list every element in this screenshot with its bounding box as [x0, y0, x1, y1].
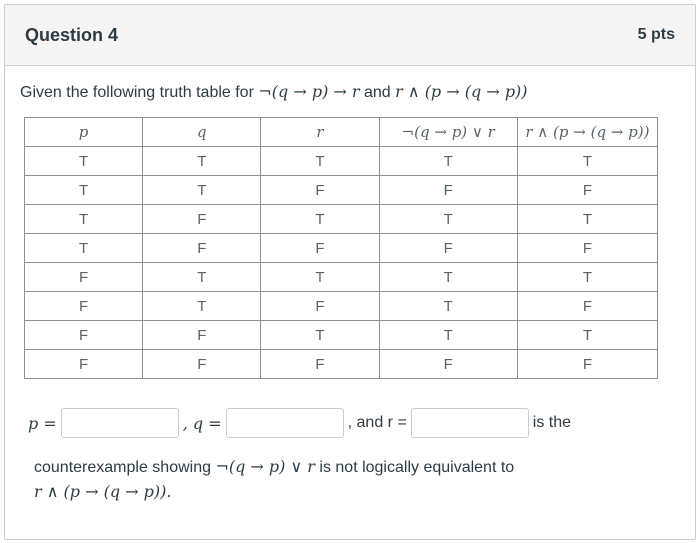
table-cell: F	[25, 292, 143, 321]
table-cell: T	[261, 321, 379, 350]
table-cell: T	[379, 205, 517, 234]
table-row	[25, 234, 658, 263]
table-cell: T	[25, 147, 143, 176]
table-cell: F	[25, 350, 143, 379]
answer-suffix: is the	[532, 414, 572, 431]
tail-expression-2: r ∧ (p → (q → p)).	[34, 482, 172, 501]
table-row	[25, 176, 658, 205]
table-cell: F	[143, 321, 261, 350]
tail-expression-1: ¬(q → p) ∨ r	[215, 457, 315, 476]
table-cell: F	[261, 292, 379, 321]
table-cell: T	[143, 147, 261, 176]
prompt-conjunction: and	[364, 84, 391, 101]
table-row	[25, 292, 658, 321]
table-cell: T	[25, 176, 143, 205]
table-cell: T	[143, 263, 261, 292]
header-p: p	[25, 118, 143, 147]
tail-text: counterexample showing	[34, 459, 211, 476]
answer-row	[28, 408, 571, 438]
table-cell: T	[379, 263, 517, 292]
prompt-expression-2: r ∧ (p → (q → p))	[395, 82, 528, 101]
p-label: p =	[28, 413, 57, 433]
table-cell: F	[517, 292, 657, 321]
table-cell: T	[143, 292, 261, 321]
table-cell: T	[379, 292, 517, 321]
question-header	[5, 5, 695, 66]
tail-end: is not logically equivalent to	[319, 459, 515, 476]
table-cell: F	[261, 350, 379, 379]
table-row	[25, 321, 658, 350]
table-cell: F	[379, 176, 517, 205]
table-cell: F	[143, 350, 261, 379]
table-cell: T	[517, 205, 657, 234]
table-cell: F	[143, 205, 261, 234]
table-cell: T	[25, 234, 143, 263]
table-cell: T	[517, 147, 657, 176]
table-cell: F	[517, 234, 657, 263]
question-tail	[34, 455, 514, 505]
tail-line-2	[34, 480, 514, 505]
table-cell: F	[261, 234, 379, 263]
table-cell: T	[261, 147, 379, 176]
table-cell: T	[379, 321, 517, 350]
table-cell: T	[517, 263, 657, 292]
r-answer-input[interactable]	[411, 408, 529, 438]
table-cell: T	[517, 321, 657, 350]
header-r: r	[261, 118, 379, 147]
points-label: 5 pts	[637, 26, 675, 43]
r-label: , and r =	[347, 414, 407, 431]
question-title: Question 4	[25, 24, 119, 45]
header-expression-1: ¬(q → p) ∨ r	[379, 118, 517, 147]
table-cell: F	[379, 350, 517, 379]
tail-line-1	[34, 455, 514, 480]
question-prompt	[20, 82, 528, 102]
prompt-lead: Given the following truth table for	[20, 84, 254, 101]
table-cell: F	[25, 321, 143, 350]
prompt-expression-1: ¬(q → p) → r	[258, 82, 360, 101]
table-cell: F	[517, 176, 657, 205]
truth-table-body	[25, 147, 658, 379]
table-cell: F	[517, 350, 657, 379]
table-cell: T	[379, 147, 517, 176]
table-cell: F	[379, 234, 517, 263]
table-cell: T	[25, 205, 143, 234]
table-cell: T	[261, 263, 379, 292]
header-expression-2: r ∧ (p → (q → p))	[517, 118, 657, 147]
table-row	[25, 147, 658, 176]
table-cell: F	[25, 263, 143, 292]
table-cell: T	[143, 176, 261, 205]
table-row	[25, 205, 658, 234]
table-row	[25, 263, 658, 292]
q-label: , q =	[182, 413, 222, 433]
q-answer-input[interactable]	[226, 408, 344, 438]
table-cell: F	[143, 234, 261, 263]
table-cell: T	[261, 205, 379, 234]
header-q: q	[143, 118, 261, 147]
truth-table	[24, 117, 658, 379]
table-cell: F	[261, 176, 379, 205]
table-row	[25, 350, 658, 379]
p-answer-input[interactable]	[61, 408, 179, 438]
truth-table-header-row	[25, 118, 658, 147]
